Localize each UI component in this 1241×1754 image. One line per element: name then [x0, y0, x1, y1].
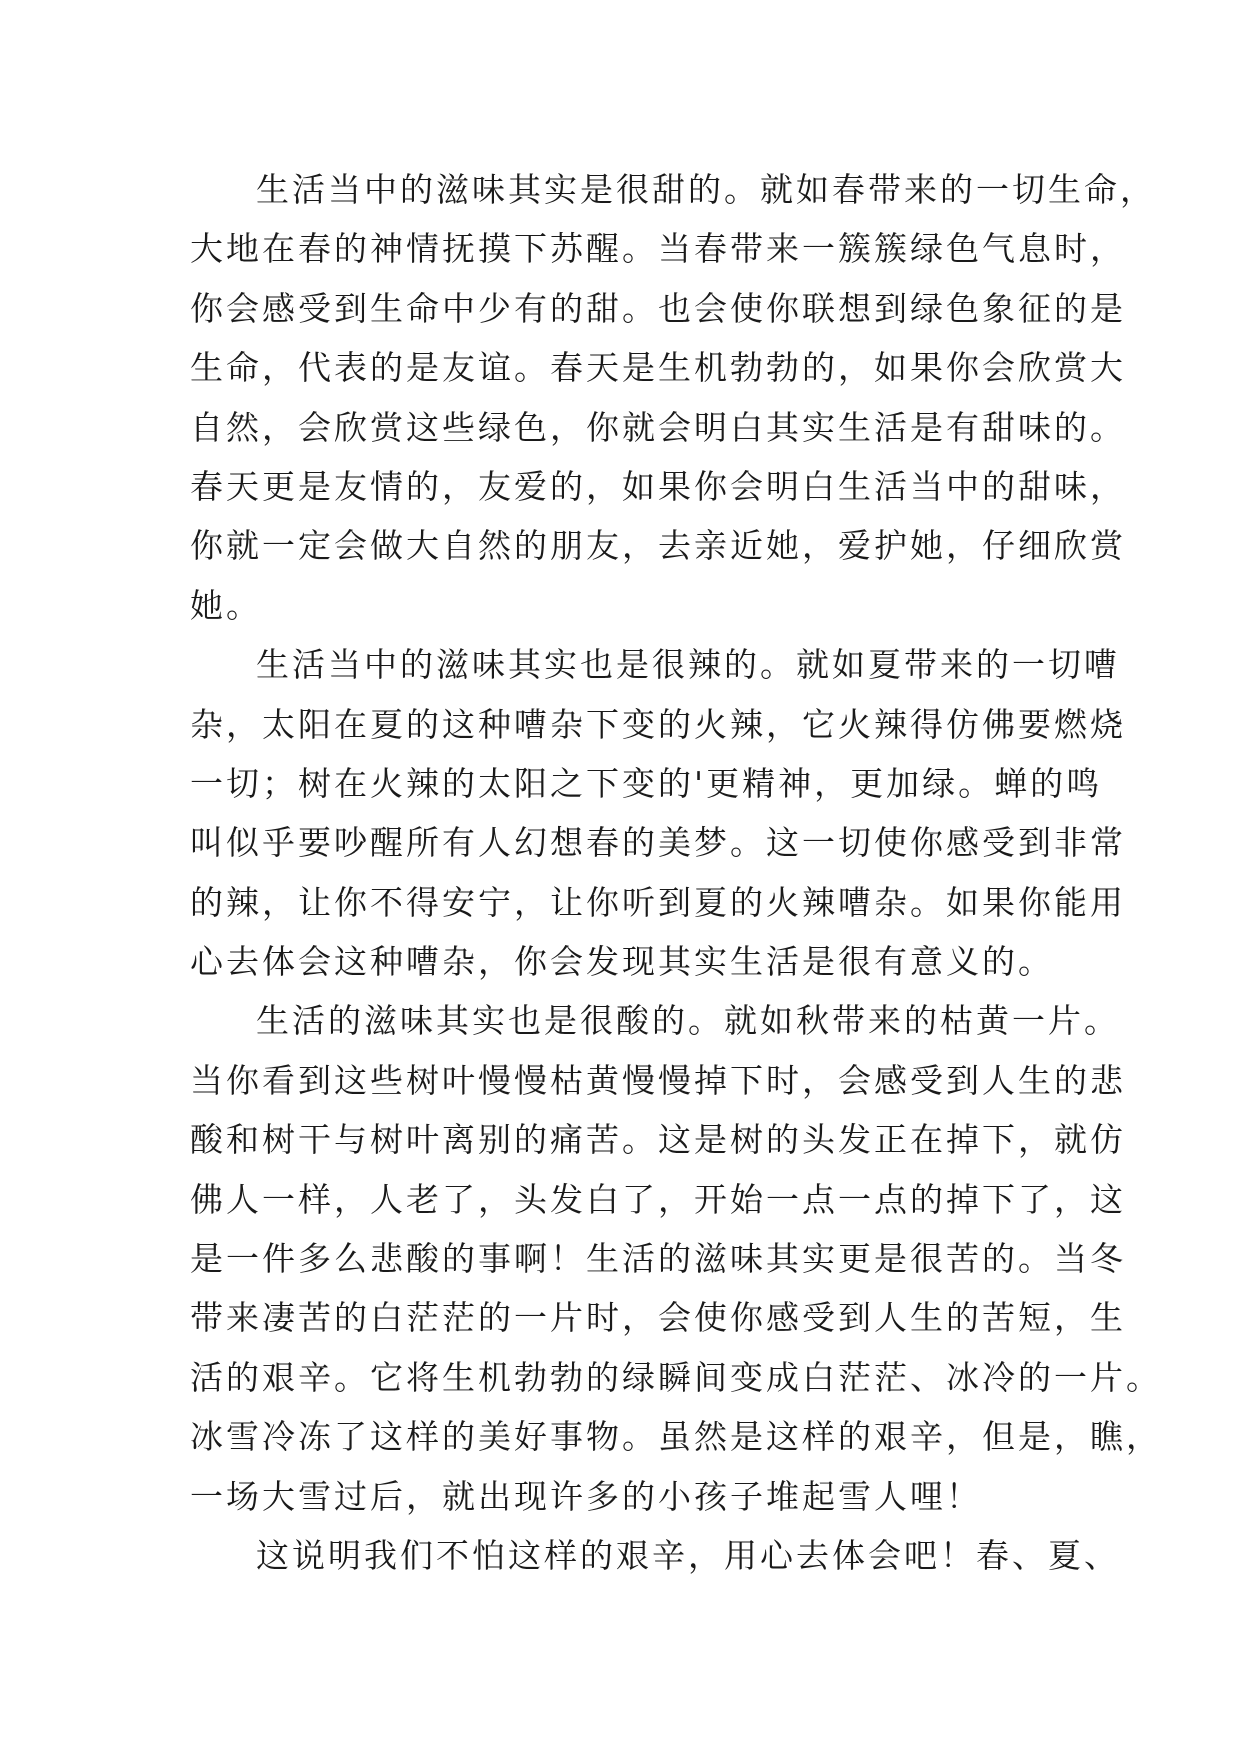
text-line: 生活当中的滋味其实是很甜的。就如春带来的一切生命， — [256, 170, 1156, 209]
text-line: 杂，太阳在夏的这种嘈杂下变的火辣，它火辣得仿佛要燃烧 — [190, 704, 1126, 744]
text-line: 一切；树在火辣的太阳之下变的'更精神，更加绿。蝉的鸣 — [190, 763, 1103, 803]
text-line: 一场大雪过后，就出现许多的小孩子堆起雪人哩！ — [190, 1476, 982, 1516]
text-line: 带来凄苦的白茫茫的一片时，会使你感受到人生的苦短，生 — [190, 1298, 1126, 1338]
text-line: 生活的滋味其实也是很酸的。就如秋带来的枯黄一片。 — [256, 1001, 1120, 1041]
text-line: 大地在春的神情抚摸下苏醒。当春带来一簇簇绿色气息时， — [190, 229, 1126, 269]
text-line: 当你看到这些树叶慢慢枯黄慢慢掉下时，会感受到人生的悲 — [190, 1060, 1126, 1100]
paragraph-spring — [190, 160, 1156, 635]
paragraph-autumn-winter — [190, 991, 1162, 1526]
text-line: 生活当中的滋味其实也是很辣的。就如夏带来的一切嘈 — [256, 645, 1120, 685]
text-line: 你会感受到生命中少有的甜。也会使你联想到绿色象征的是 — [190, 288, 1126, 328]
text-line: 是一件多么悲酸的事啊！生活的滋味其实更是很苦的。当冬 — [190, 1239, 1126, 1279]
text-line: 佛人一样，人老了，头发白了，开始一点一点的掉下了，这 — [190, 1179, 1126, 1219]
document-body — [190, 160, 1162, 1585]
text-line: 自然，会欣赏这些绿色，你就会明白其实生活是有甜味的。 — [190, 407, 1126, 447]
text-line: 心去体会这种嘈杂，你会发现其实生活是很有意义的。 — [190, 942, 1054, 982]
text-line: 活的艰辛。它将生机勃勃的绿瞬间变成白茫茫、冰冷的一片。 — [190, 1357, 1162, 1397]
text-line: 生命，代表的是友谊。春天是生机勃勃的，如果你会欣赏大 — [190, 348, 1126, 388]
paragraph-summer — [190, 635, 1126, 991]
text-line: 春天更是友情的，友爱的，如果你会明白生活当中的甜味， — [190, 466, 1126, 506]
text-line: 的辣，让你不得安宁，让你听到夏的火辣嘈杂。如果你能用 — [190, 882, 1126, 922]
text-line: 你就一定会做大自然的朋友，去亲近她，爱护她，仔细欣赏 — [190, 526, 1126, 566]
text-line: 她。 — [190, 585, 262, 625]
paragraph-conclusion — [190, 1526, 1120, 1585]
text-line: 叫似乎要吵醒所有人幻想春的美梦。这一切使你感受到非常 — [190, 823, 1126, 863]
text-line: 冰雪冷冻了这样的美好事物。虽然是这样的艰辛，但是，瞧， — [190, 1417, 1162, 1457]
text-line: 这说明我们不怕这样的艰辛，用心去体会吧！春、夏、 — [256, 1535, 1120, 1575]
text-line: 酸和树干与树叶离别的痛苦。这是树的头发正在掉下，就仿 — [190, 1120, 1126, 1160]
